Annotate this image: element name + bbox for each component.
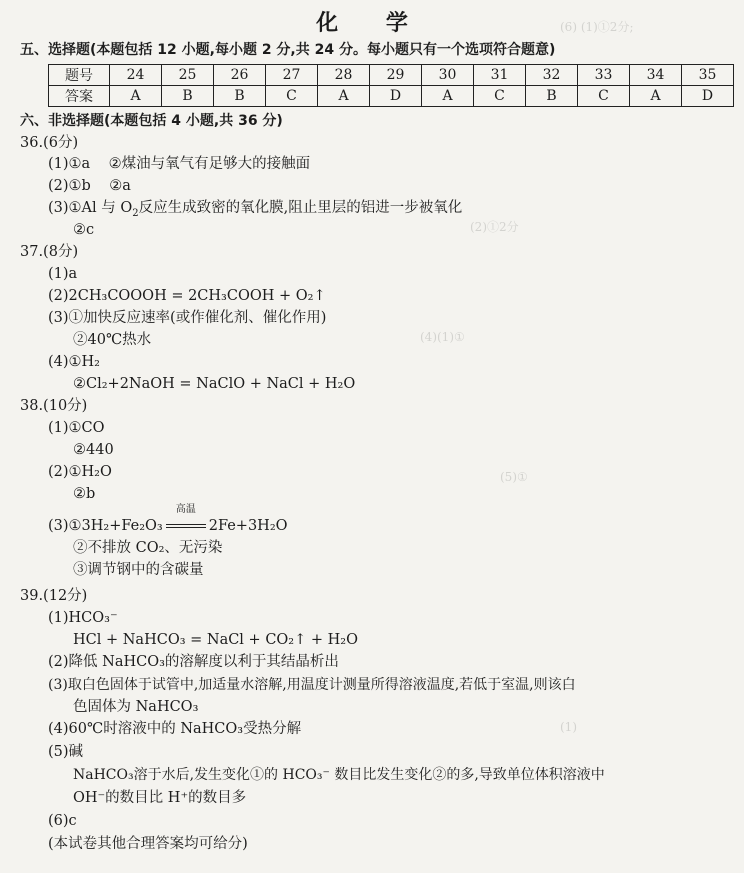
q38-answer-7: ③调节钢中的含碳量 xyxy=(73,562,204,578)
question-number: 28 xyxy=(318,65,370,86)
answer-table xyxy=(48,64,734,107)
question-number: 34 xyxy=(630,65,682,86)
q36-answer-3-part-b: 反应生成致密的氧化膜,阻止里层的铝进一步被氧化 xyxy=(138,200,463,216)
question-number: 30 xyxy=(422,65,474,86)
answer-cell: D xyxy=(682,86,734,107)
answer-cell: C xyxy=(266,86,318,107)
q38-answer-6: ②不排放 CO₂、无污染 xyxy=(73,540,223,556)
answer-cell: A xyxy=(110,86,162,107)
q39-answer-4: (3)取白色固体于试管中,加适量水溶解,用温度计测量所得溶液温度,若低于室温,则该白 xyxy=(48,677,576,693)
question-number: 26 xyxy=(214,65,266,86)
section5-heading: 五、选择题(本题包括 12 小题,每小题 2 分,共 24 分。每小题只有一个选项符合题意) xyxy=(20,42,556,58)
q38-answer-3: (2)①H₂O xyxy=(48,464,112,480)
q38-answer-1: (1)①CO xyxy=(48,420,105,436)
q36-answer-3-part-a: (3)①Al 与 O xyxy=(48,200,133,216)
answer-cell: A xyxy=(630,86,682,107)
question-number: 29 xyxy=(370,65,422,86)
q39-heading: 39.(12分) xyxy=(20,588,88,604)
page-title: 化 学 xyxy=(316,11,428,36)
bleed-text-4: (5)① xyxy=(500,470,528,484)
answer-cell: A xyxy=(422,86,474,107)
q39-answer-6: (4)60℃时溶液中的 NaHCO₃受热分解 xyxy=(48,721,302,737)
q36-answer-3 xyxy=(48,199,462,223)
question-number: 25 xyxy=(162,65,214,86)
table-row xyxy=(49,65,734,86)
answer-cell: B xyxy=(214,86,266,107)
bleed-text-1: (6) (1)①2分; xyxy=(560,20,634,34)
q36-answer-1: (1)①a ②煤油与氧气有足够大的接触面 xyxy=(48,156,311,172)
q39-answer-7: (5)碱 xyxy=(48,744,84,760)
answer-cell: D xyxy=(370,86,422,107)
row-label-number: 题号 xyxy=(49,65,110,86)
q36-answer-3-subscript: 2 xyxy=(132,207,139,219)
section6-heading: 六、非选择题(本题包括 4 小题,共 36 分) xyxy=(20,113,283,129)
q38-heading: 38.(10分) xyxy=(20,398,88,414)
question-number: 27 xyxy=(266,65,318,86)
q39-answer-2: HCl + NaHCO₃ = NaCl + CO₂↑ + H₂O xyxy=(73,632,358,648)
q39-answer-1: (1)HCO₃⁻ xyxy=(48,610,118,626)
q39-answer-9: OH⁻的数目比 H⁺的数目多 xyxy=(73,790,247,806)
table-row xyxy=(49,86,734,107)
answer-cell: C xyxy=(578,86,630,107)
reaction-condition: 高温 xyxy=(175,504,196,515)
q39-answer-5: 色固体为 NaHCO₃ xyxy=(73,699,199,715)
q38-answer-2: ②440 xyxy=(73,442,114,458)
row-label-answer: 答案 xyxy=(49,86,110,107)
question-number: 32 xyxy=(526,65,578,86)
q37-answer-5: (4)①H₂ xyxy=(48,354,100,370)
question-number: 31 xyxy=(474,65,526,86)
q37-answer-3: (3)①加快反应速率(或作催化剂、催化作用) xyxy=(48,310,327,326)
equation-equals-sign xyxy=(163,504,209,535)
question-number: 24 xyxy=(110,65,162,86)
q39-answer-10: (6)c xyxy=(48,813,77,829)
answer-cell: A xyxy=(318,86,370,107)
question-number: 35 xyxy=(682,65,734,86)
grading-note: (本试卷其他合理答案均可给分) xyxy=(48,836,248,852)
question-number: 33 xyxy=(578,65,630,86)
q38-answer-4: ②b xyxy=(73,486,96,502)
answer-cell: B xyxy=(162,86,214,107)
answer-cell: C xyxy=(474,86,526,107)
q36-answer-4: ②c xyxy=(73,222,95,238)
q37-answer-6: ②Cl₂+2NaOH = NaClO + NaCl + H₂O xyxy=(73,376,356,392)
q36-heading: 36.(6分) xyxy=(20,135,79,151)
q39-answer-3: (2)降低 NaHCO₃的溶解度以利于其结晶析出 xyxy=(48,654,339,670)
q37-answer-2: (2)2CH₃COOOH = 2CH₃COOH + O₂↑ xyxy=(48,288,326,304)
q37-answer-4: ②40℃热水 xyxy=(73,332,152,348)
q38-answer-5 xyxy=(48,504,288,535)
bleed-text-2: (2)①2分 xyxy=(470,220,519,234)
q37-answer-1: (1)a xyxy=(48,266,78,282)
bleed-text-5: (1) xyxy=(560,720,577,734)
q38-equation-products: 2Fe+3H₂O xyxy=(208,518,288,534)
q36-answer-2: (2)①b ②a xyxy=(48,178,131,194)
answer-cell: B xyxy=(526,86,578,107)
q38-equation-reactants: (3)①3H₂+Fe₂O₃ xyxy=(48,518,163,534)
q39-answer-8: NaHCO₃溶于水后,发生变化①的 HCO₃⁻ 数目比发生变化②的多,导致单位体积溶液中 xyxy=(73,767,605,783)
bleed-text-3: (4)(1)① xyxy=(420,330,465,344)
q37-heading: 37.(8分) xyxy=(20,244,79,260)
